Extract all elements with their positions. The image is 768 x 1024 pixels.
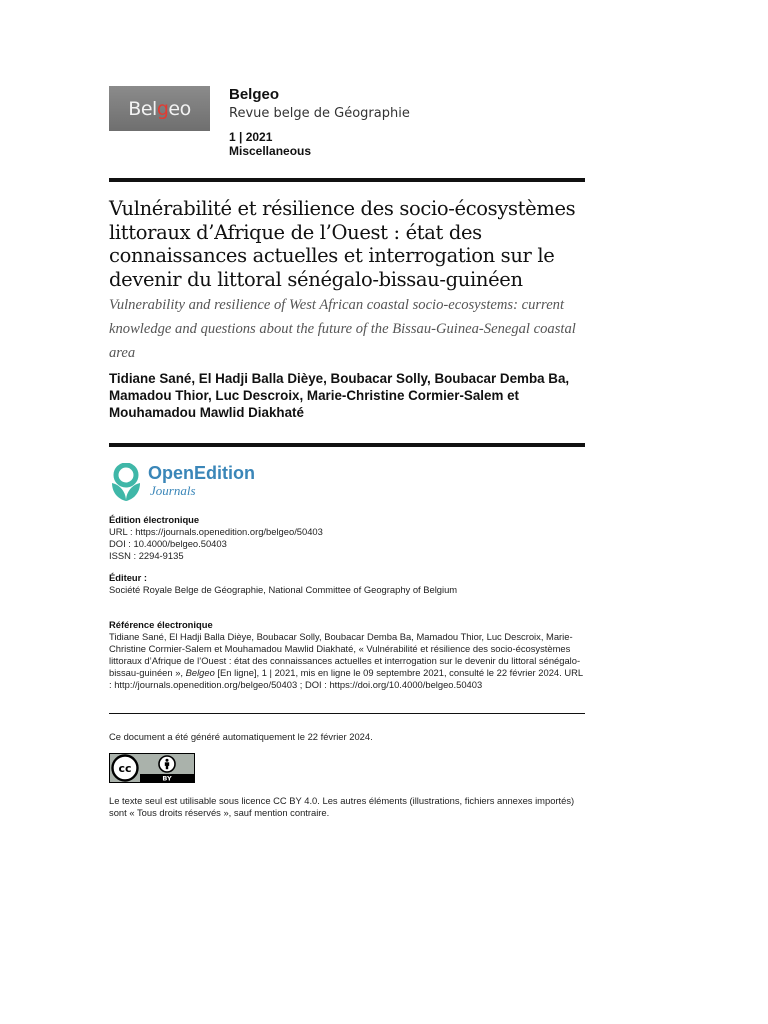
attribution-icon bbox=[159, 756, 175, 772]
reference-text-before: Tidiane Sané, El Hadji Balla Dièye, Boubacar Solly, Boubacar Demba Ba, Mamadou Thior, Luc Descroix, Marie-Christine Cormier-Salem et Mouhamadou Mawlid Diakhaté, « Vulnérabilité et résilience des socio-écosystèmes littoraux d’Afrique de l’Ouest : état des connaissances actuelles et interrogation sur le devenir du littoral sénégalo-bissau-guinéen », bbox=[109, 631, 581, 678]
openedition-flower-icon bbox=[112, 465, 140, 501]
journal-logo bbox=[109, 86, 210, 131]
generated-notice bbox=[109, 731, 589, 743]
edition-url[interactable]: URL : https://journals.openedition.org/belgeo/50403 bbox=[109, 526, 323, 537]
middle-divider bbox=[109, 443, 585, 447]
edition-issn: ISSN : 2294-9135 bbox=[109, 550, 184, 561]
masthead bbox=[229, 86, 410, 123]
issue-number: 1 | 2021 bbox=[229, 130, 273, 144]
article-title-english: Vulnerability and resilience of West African coastal socio-ecosystems: current knowledge and questions about the future of the Bissau-Guinea-Senegal coastal area bbox=[109, 297, 576, 361]
logo-text-end: eo bbox=[168, 97, 191, 120]
logo-text-accent: g bbox=[156, 97, 169, 120]
edition-block bbox=[109, 514, 589, 562]
reference-text-after: [En ligne], 1 | 2021, mis en ligne le 09 septembre 2021, consulté le 22 février 2024. URL : http://journals.openedition.org/belgeo/50403 ; DOI : https://doi.org/10.4000/belgeo.50403 bbox=[109, 667, 583, 690]
issue-section: Miscellaneous bbox=[229, 144, 312, 158]
article-title: Vulnérabilité et résilience des socio-écosystèmes littoraux d’Afrique de l’Ouest : état des connaissances actuelles et interrogation sur le devenir du littoral sénégalo-bissau-guinéen bbox=[109, 197, 576, 291]
reference-heading: Référence électronique bbox=[109, 619, 213, 630]
publisher-block bbox=[109, 572, 589, 596]
reference-block bbox=[109, 619, 585, 691]
publisher-name: Société Royale Belge de Géographie, National Committee of Geography of Belgium bbox=[109, 584, 458, 595]
edition-doi[interactable]: DOI : 10.4000/belgeo.50403 bbox=[109, 538, 227, 549]
top-divider bbox=[109, 178, 585, 182]
logo-text-start: Bel bbox=[128, 97, 157, 120]
cc-badge-text: cc bbox=[118, 762, 132, 776]
bottom-divider bbox=[109, 713, 585, 714]
openedition-brand: OpenEdition bbox=[148, 463, 255, 483]
publisher-heading: Éditeur : bbox=[109, 572, 148, 583]
issue-info bbox=[229, 130, 311, 158]
cc-icon bbox=[113, 756, 138, 781]
generated-text: Ce document a été généré automatiquement le 22 février 2024. bbox=[109, 731, 373, 742]
license-block bbox=[109, 795, 585, 819]
reference-journal: Belgeo bbox=[185, 667, 215, 678]
cc-by-badge[interactable] bbox=[109, 753, 195, 783]
journal-name: Belgeo bbox=[229, 86, 280, 103]
reference-text bbox=[109, 631, 585, 691]
cc-by-badge-graphic bbox=[110, 754, 194, 782]
article-authors: Tidiane Sané, El Hadji Balla Dièye, Boubacar Solly, Boubacar Demba Ba, Mamadou Thior, Luc Descroix, Marie-Christine Cormier-Salem et Mouhamadou Mawlid Diakhaté bbox=[109, 371, 570, 420]
license-text: Le texte seul est utilisable sous licence CC BY 4.0. Les autres éléments (illustrations, fichiers annexes importés) sont « Tous droits réservés », sauf mention contraire. bbox=[109, 795, 575, 818]
openedition-sub: Journals bbox=[150, 483, 196, 498]
by-badge-text: BY bbox=[162, 774, 172, 782]
edition-heading: Édition électronique bbox=[109, 514, 200, 525]
journal-subtitle: Revue belge de Géographie bbox=[229, 106, 410, 121]
